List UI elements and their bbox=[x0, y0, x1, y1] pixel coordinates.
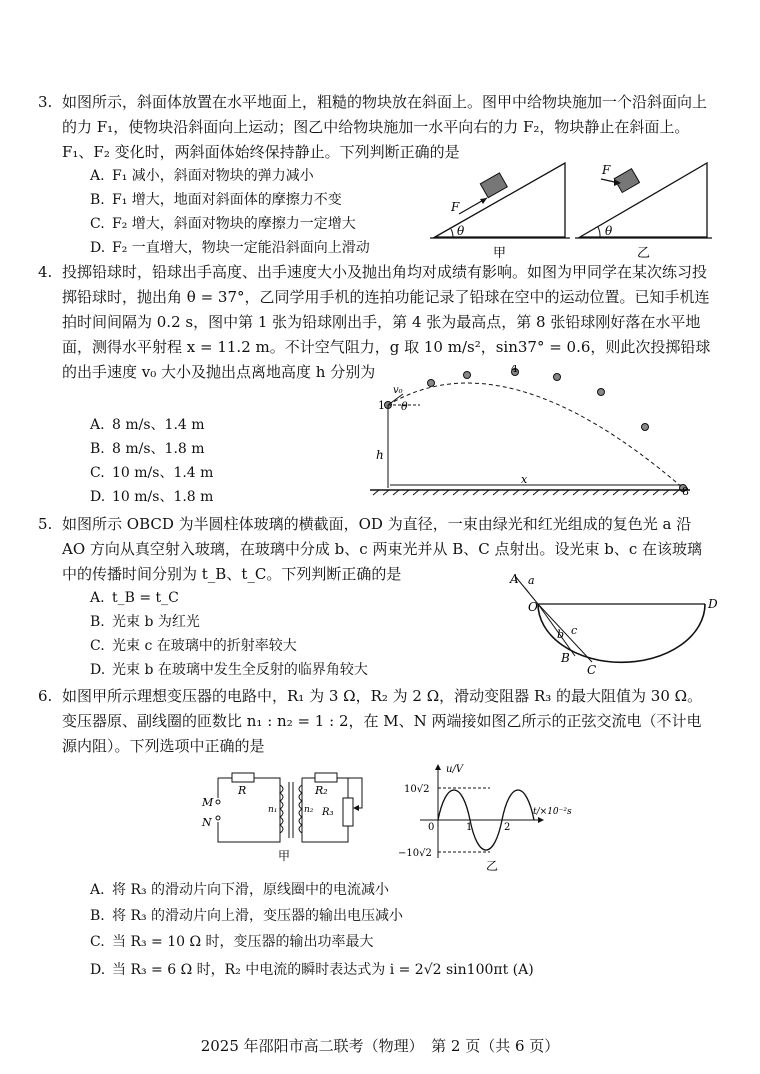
figure-label-b: 乙 bbox=[637, 246, 651, 261]
option-text: 10 m/s、1.8 m bbox=[112, 489, 214, 505]
question-stem: 如图所示 OBCD 为半圆柱体玻璃的横截面，OD 为直径，一束由绿光和红光组成的复色光 a 沿 AO 方向从真空射入玻璃，在玻璃中分成 b、c 两束光并从 B、C 点射出。设光束 b、c 在该玻璃中的传播时间分别为 t_B、t_C。下列判断正确的是 bbox=[62, 515, 703, 583]
point-label-1: 1 bbox=[378, 399, 385, 412]
option-c[interactable] bbox=[90, 932, 374, 952]
incline-b bbox=[580, 163, 707, 237]
terminal-N bbox=[216, 816, 220, 820]
option-d[interactable] bbox=[90, 960, 534, 980]
point-label-8: 8 bbox=[682, 485, 689, 498]
t-axis-label: t/×10⁻²s bbox=[533, 807, 572, 817]
option-letter: C. bbox=[90, 465, 105, 481]
option-letter: A. bbox=[90, 590, 105, 606]
projectile-figure bbox=[365, 365, 695, 500]
option-letter: D. bbox=[90, 962, 106, 978]
force-label: F bbox=[602, 163, 611, 177]
label-R1: R bbox=[238, 784, 247, 797]
option-letter: A. bbox=[90, 882, 105, 898]
question-3 bbox=[38, 90, 712, 165]
theta-label: θ bbox=[457, 224, 465, 238]
label-R2: R₂ bbox=[315, 784, 328, 797]
option-b[interactable] bbox=[90, 906, 403, 926]
question-stem: 投掷铅球时，铅球出手高度、出手速度大小及抛出角均对成绩有影响。如图为甲同学在某次练习投掷铅球时，抛出角 θ = 37°，乙同学用手机的连拍功能记录了铅球在空中的运动位置。已知手机连拍时间间隔为 0.2 s，图中第 1 张为铅球刚出手，第 4 张为最高点，第 8 张铅球刚好落在水平地面，测得水平射程 x = 11.2 m。不计空气阻力，g 取 10 m/s²，sin37° = 0.6，则此次投掷铅球的出手速度 v₀ 大小及抛出点离地高度 h 分别为 bbox=[62, 263, 711, 381]
label-M: M bbox=[202, 796, 214, 809]
peak-label: 10√2 bbox=[404, 784, 430, 795]
label-N: N bbox=[202, 816, 212, 829]
incident-arrow bbox=[525, 588, 529, 593]
x-label: x bbox=[521, 473, 528, 486]
primary-coil bbox=[280, 785, 283, 833]
option-text: 当 R₃ = 10 Ω 时，变压器的输出功率最大 bbox=[112, 934, 374, 950]
label-b: b bbox=[557, 628, 565, 641]
option-text: 10 m/s、1.4 m bbox=[112, 465, 214, 481]
sine-waveform bbox=[420, 764, 544, 858]
option-c[interactable] bbox=[90, 214, 356, 234]
rheostat-R3 bbox=[343, 798, 353, 826]
option-a[interactable] bbox=[90, 166, 314, 186]
option-letter: D. bbox=[90, 489, 106, 505]
option-letter: B. bbox=[90, 441, 105, 457]
figure-label-b: 乙 bbox=[486, 859, 499, 873]
option-d[interactable] bbox=[90, 660, 368, 680]
neg-peak-label: −10√2 bbox=[398, 848, 432, 859]
label-n2: n₂ bbox=[304, 805, 314, 815]
option-letter: C. bbox=[90, 216, 105, 232]
option-letter: C. bbox=[90, 638, 105, 654]
figure-label-a: 甲 bbox=[278, 849, 291, 863]
option-text: 光束 b 在玻璃中发生全反射的临界角较大 bbox=[112, 662, 368, 678]
block-a bbox=[480, 173, 507, 198]
option-text: F₁ 减小，斜面对物块的弹力减小 bbox=[112, 168, 314, 184]
label-C: C bbox=[587, 663, 597, 677]
option-text: t_B = t_C bbox=[112, 590, 179, 606]
resistor-R2 bbox=[315, 773, 337, 782]
figure-label-a: 甲 bbox=[493, 246, 507, 261]
ball-position bbox=[554, 374, 561, 381]
option-letter: C. bbox=[90, 934, 105, 950]
option-letter: A. bbox=[90, 417, 105, 433]
question-stem: 如图甲所示理想变压器的电路中，R₁ 为 3 Ω，R₂ 为 2 Ω，滑动变阻器 R₃ 的最大阻值为 30 Ω。变压器原、副线圈的匝数比 n₁ : n₂ = 1 : 2，在 M、N 两端接如图乙所示的正弦交流电（不计电源内阻）。下列选项中正确的是 bbox=[62, 687, 703, 755]
option-b[interactable] bbox=[90, 439, 205, 459]
option-letter: B. bbox=[90, 614, 105, 630]
ball-position bbox=[642, 424, 649, 431]
label-D: D bbox=[708, 597, 718, 611]
label-R3: R₃ bbox=[322, 807, 334, 818]
option-letter: D. bbox=[90, 240, 106, 256]
u-axis-label: u/V bbox=[446, 764, 464, 775]
origin-label: 0 bbox=[428, 822, 435, 833]
question-6 bbox=[38, 684, 712, 759]
incline-figure bbox=[425, 155, 715, 265]
label-B: B bbox=[561, 651, 570, 665]
ground-hatching bbox=[373, 490, 679, 495]
resistor-R1 bbox=[232, 773, 254, 782]
option-text: 将 R₃ 的滑动片向上滑，变压器的输出电压减小 bbox=[112, 908, 404, 924]
terminal-M bbox=[216, 800, 220, 804]
option-c[interactable] bbox=[90, 636, 297, 656]
question-number: 4. bbox=[38, 263, 53, 281]
label-a: a bbox=[528, 574, 535, 587]
angle-arc bbox=[598, 227, 600, 237]
ball-position bbox=[598, 389, 605, 396]
option-c[interactable] bbox=[90, 463, 213, 483]
tick-label-1: 1 bbox=[466, 822, 473, 833]
h-label: h bbox=[376, 448, 384, 462]
force-label: F bbox=[451, 200, 460, 214]
option-text: 光束 c 在玻璃中的折射率较大 bbox=[112, 638, 297, 654]
question-number: 3. bbox=[38, 93, 53, 111]
option-text: 将 R₃ 的滑动片向下滑，原线圈中的电流减小 bbox=[112, 882, 390, 898]
ball-position bbox=[464, 372, 471, 379]
option-a[interactable] bbox=[90, 415, 205, 435]
option-text: F₂ 一直增大，物块一定能沿斜面向上滑动 bbox=[112, 240, 370, 256]
option-d[interactable] bbox=[90, 487, 213, 507]
v0-label: v₀ bbox=[393, 385, 403, 396]
option-text: 光束 b 为红光 bbox=[112, 614, 200, 630]
option-b[interactable] bbox=[90, 190, 342, 210]
option-a[interactable] bbox=[90, 880, 389, 900]
point-label-4: 4 bbox=[511, 365, 518, 375]
option-text: 8 m/s、1.4 m bbox=[112, 417, 205, 433]
label-O: O bbox=[528, 600, 538, 614]
option-d[interactable] bbox=[90, 238, 370, 258]
option-text: 当 R₃ = 6 Ω 时，R₂ 中电流的瞬时表达式为 i = 2√2 sin100πt (A) bbox=[112, 962, 534, 978]
question-number: 6. bbox=[38, 687, 53, 705]
theta-label: θ bbox=[401, 400, 408, 413]
trajectory bbox=[388, 383, 683, 488]
tick-label-2: 2 bbox=[504, 822, 511, 833]
question-number: 5. bbox=[38, 515, 53, 533]
block-b bbox=[614, 169, 639, 193]
option-letter: D. bbox=[90, 662, 106, 678]
label-c: c bbox=[571, 624, 578, 637]
option-text: F₁ 增大，地面对斜面体的摩擦力不变 bbox=[112, 192, 342, 208]
option-a[interactable] bbox=[90, 588, 179, 608]
slider-arrow bbox=[353, 805, 359, 811]
label-n1: n₁ bbox=[268, 805, 278, 815]
option-text: 8 m/s、1.8 m bbox=[112, 441, 205, 457]
label-A: A bbox=[510, 572, 519, 586]
option-letter: A. bbox=[90, 168, 105, 184]
ball-position bbox=[428, 380, 435, 387]
option-letter: B. bbox=[90, 908, 105, 924]
option-text: F₂ 增大，斜面对物块的摩擦力一定增大 bbox=[112, 216, 356, 232]
circuit-and-waveform-figure bbox=[190, 760, 590, 878]
question-stem: 如图所示，斜面体放置在水平地面上，粗糙的物块放在斜面上。图甲中给物块施加一个沿斜面向上的力 F₁，使物块沿斜面向上运动；图乙中给物块施加一水平向右的力 F₂，物块静止在斜面上。F₁、F₂ 变化时，两斜面体始终保持静止。下列判断正确的是 bbox=[62, 93, 708, 161]
angle-arc bbox=[451, 229, 453, 237]
semicircle-figure bbox=[505, 570, 720, 680]
page-footer: 2025 年邵阳市高二联考（物理） 第 2 页（共 6 页） bbox=[200, 1037, 560, 1055]
option-b[interactable] bbox=[90, 612, 200, 632]
theta-label: θ bbox=[605, 224, 613, 238]
option-letter: B. bbox=[90, 192, 105, 208]
